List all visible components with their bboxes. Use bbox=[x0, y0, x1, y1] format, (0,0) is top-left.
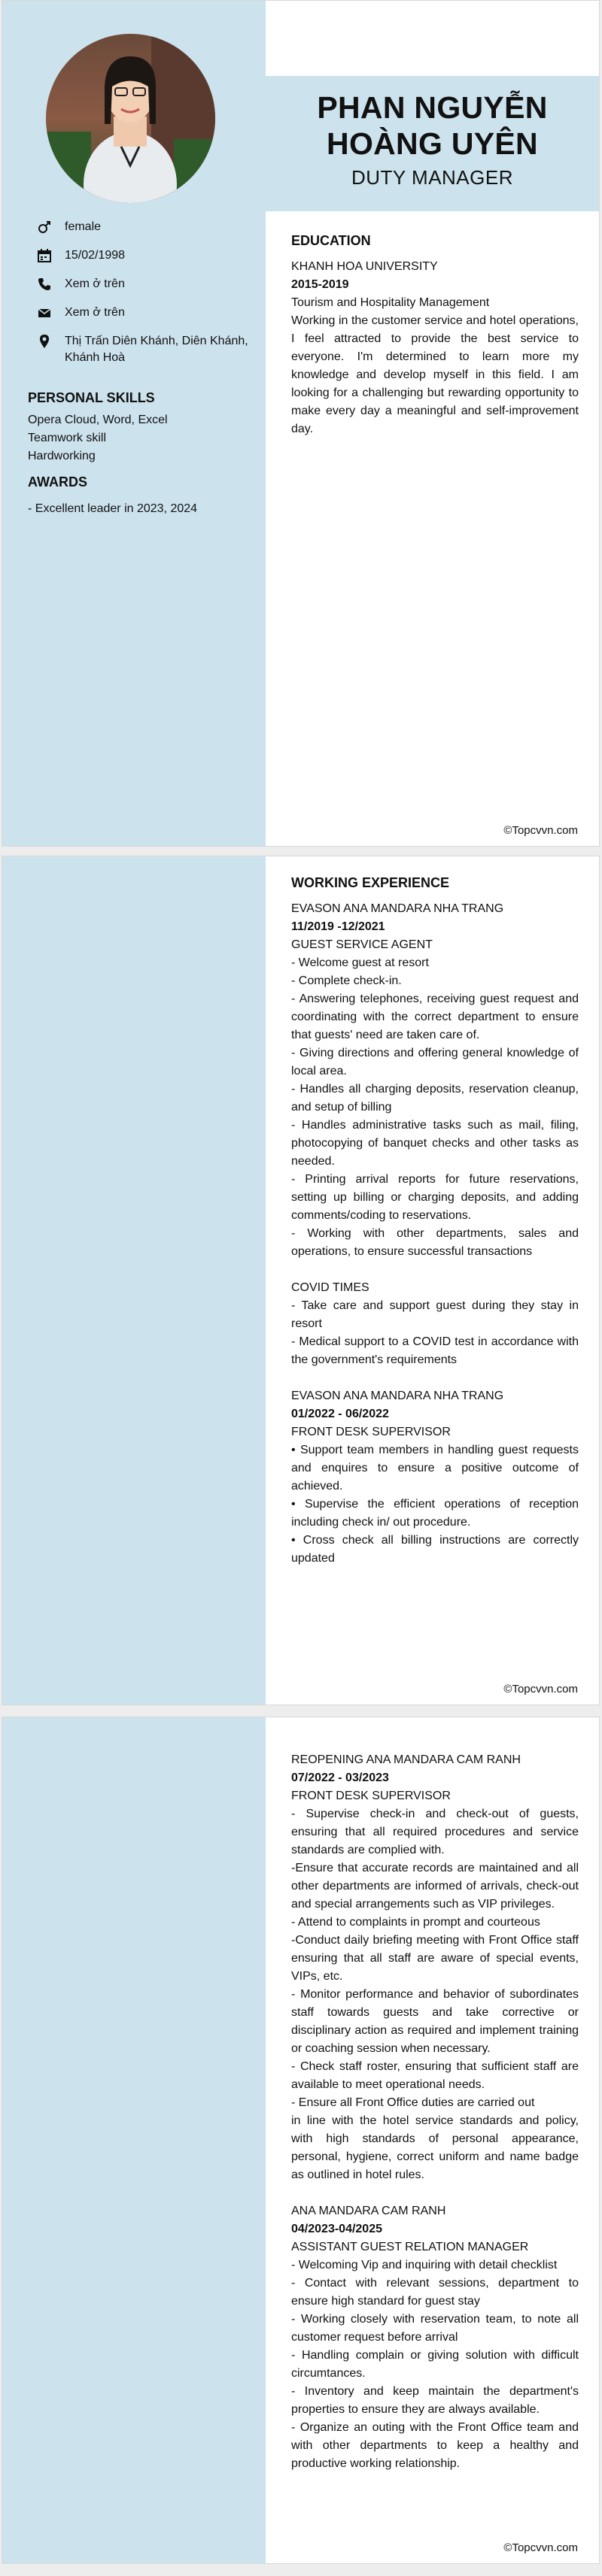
email-text: Xem ở trên bbox=[65, 306, 125, 319]
awards-section bbox=[28, 473, 254, 518]
education-major: Tourism and Hospitality Management bbox=[291, 296, 490, 309]
cv-page-2 bbox=[2, 856, 600, 1705]
experience-section bbox=[291, 874, 579, 1568]
job-duty: - Giving directions and offering general knowledge of local area. bbox=[291, 1047, 579, 1077]
awards-heading: AWARDS bbox=[28, 474, 88, 489]
candidate-name: PHAN NGUYỄN HOÀNG UYÊN bbox=[317, 90, 548, 161]
job-duty: - Attend to complaints in prompt and courteous bbox=[291, 1916, 540, 1929]
covid-title: COVID TIMES bbox=[291, 1281, 369, 1294]
job-duty: - Ensure all Front Office duties are carried out bbox=[291, 2096, 535, 2109]
footer-credit: ©Topcvvn.com bbox=[503, 824, 578, 837]
job-duty: - Monitor performance and behavior of subordinates staff towards guests and take corrective or disciplinary action as required and implement training or coaching session when necessary. bbox=[291, 1988, 579, 2055]
phone-icon bbox=[37, 277, 52, 292]
avatar bbox=[46, 34, 215, 203]
job-company: EVASON ANA MANDARA NHA TRANG bbox=[291, 902, 504, 915]
job-company: REOPENING ANA MANDARA CAM RANH bbox=[291, 1753, 521, 1766]
job-duty: - Handles all charging deposits, reservation cleanup, and setup of billing bbox=[291, 1083, 579, 1114]
skill-item: Opera Cloud, Word, Excel bbox=[28, 414, 168, 426]
footer-credit: ©Topcvvn.com bbox=[503, 2541, 578, 2554]
experience-section-continued bbox=[291, 1751, 579, 2473]
contact-birthday bbox=[37, 247, 255, 264]
job-period: 01/2022 - 06/2022 bbox=[291, 1408, 389, 1420]
contact-address bbox=[37, 333, 255, 366]
job-duty: - Working closely with reservation team, to note all customer request before arrival bbox=[291, 2313, 579, 2344]
job-duty: -Conduct daily briefing meeting with Front Office staff ensuring that all staff are aware of special events, VIPs, etc. bbox=[291, 1934, 579, 1983]
job-duty: • Supervise the efficient operations of reception including check in/ out procedure. bbox=[291, 1498, 579, 1529]
job-title: GUEST SERVICE AGENT bbox=[291, 938, 433, 951]
job-duty: - Inventory and keep maintain the department's properties to ensure they are always available. bbox=[291, 2385, 579, 2416]
cv-page-3 bbox=[2, 1717, 600, 2564]
job-period: 11/2019 -12/2021 bbox=[291, 920, 385, 933]
location-pin-icon bbox=[37, 334, 52, 349]
job-company: EVASON ANA MANDARA NHA TRANG bbox=[291, 1390, 504, 1402]
address-text: Thị Trấn Diên Khánh, Diên Khánh, Khánh Hoà bbox=[65, 335, 248, 364]
award-item: - Excellent leader in 2023, 2024 bbox=[28, 502, 198, 515]
job-duty: - Organize an outing with the Front Office team and with other departments to keep a healthy and productive working relationship. bbox=[291, 2421, 579, 2470]
job-duty: - Working with other departments, sales and operations, to ensure successful transactions bbox=[291, 1227, 579, 1258]
job-duty: - Welcoming Vip and inquiring with detail checklist bbox=[291, 2259, 558, 2271]
footer-credit: ©Topcvvn.com bbox=[503, 1683, 578, 1696]
job-duty: - Contact with relevant sessions, department to ensure high standard for guest stay bbox=[291, 2277, 579, 2308]
job-duty: - Handling complain or giving solution with difficult circumtances. bbox=[291, 2349, 579, 2380]
contact-phone bbox=[37, 276, 255, 292]
job-duty: - Complete check-in. bbox=[291, 974, 402, 987]
cv-page-1 bbox=[2, 0, 600, 847]
education-heading: EDUCATION bbox=[291, 233, 371, 248]
gender-icon bbox=[37, 220, 52, 235]
job-duty: - Check staff roster, ensuring that sufficient staff are available to meet operational needs. bbox=[291, 2060, 579, 2091]
job-duty: in line with the hotel service standards and policy, with high standards of personal appearance, personal, hygiene, correct uniform and name badge as outlined in hotel rules. bbox=[291, 2114, 579, 2181]
job-duty: • Support team members in handling guest requests and enquires to ensure a positive outcome of achieved. bbox=[291, 1444, 579, 1493]
birthday-text: 15/02/1998 bbox=[65, 249, 126, 262]
gender-text: female bbox=[65, 220, 102, 233]
sidebar bbox=[2, 856, 266, 1705]
mail-icon bbox=[37, 305, 52, 320]
job-duty: - Printing arrival reports for future reservations, setting up billing or charging deposits, and adding comments/coding to reservations. bbox=[291, 1173, 579, 1222]
skill-item: Hardworking bbox=[28, 450, 96, 462]
job-duty: - Medical support to a COVID test in accordance with the government's requirements bbox=[291, 1335, 579, 1366]
education-summary: Working in the customer service and hotel operations, I feel attracted to provide the best service to everyone. I'm determined to learn more my knowledge and develop myself in this field. I am looking for a challenging but rewarding opportunity to make every day a meaningful and self-improvement day. bbox=[291, 314, 579, 435]
job-duty: • Cross check all billing instructions are correctly updated bbox=[291, 1534, 579, 1565]
job-duty: - Answering telephones, receiving guest request and coordinating with the correct department to ensure that guests' need are taken care of. bbox=[291, 993, 579, 1041]
phone-text: Xem ở trên bbox=[65, 277, 125, 290]
job-title: ASSISTANT GUEST RELATION MANAGER bbox=[291, 2241, 529, 2253]
experience-heading: WORKING EXPERIENCE bbox=[291, 875, 450, 890]
skill-item: Teamwork skill bbox=[28, 432, 107, 444]
job-title: FRONT DESK SUPERVISOR bbox=[291, 1790, 451, 1802]
sidebar bbox=[2, 1717, 266, 2563]
job-duty: - Take care and support guest during they stay in resort bbox=[291, 1299, 579, 1330]
education-section bbox=[291, 232, 579, 438]
candidate-role: DUTY MANAGER bbox=[351, 166, 513, 189]
job-duty: -Ensure that accurate records are maintained and all other departments are informed of arrivals, check-out and special arrangements such as VIP privileges. bbox=[291, 1862, 579, 1911]
contact-gender bbox=[37, 219, 255, 235]
personal-skills-section bbox=[28, 389, 254, 465]
job-title: FRONT DESK SUPERVISOR bbox=[291, 1426, 451, 1438]
job-duty: - Handles administrative tasks such as mail, filing, photocopying of banquet checks and other tasks as needed. bbox=[291, 1119, 579, 1168]
contact-email bbox=[37, 305, 255, 321]
job-company: ANA MANDARA CAM RANH bbox=[291, 2205, 446, 2217]
education-school: KHANH HOA UNIVERSITY bbox=[291, 260, 438, 273]
job-period: 07/2022 - 03/2023 bbox=[291, 1771, 389, 1784]
skills-heading: PERSONAL SKILLS bbox=[28, 390, 155, 405]
education-period: 2015-2019 bbox=[291, 278, 349, 291]
calendar-icon bbox=[37, 248, 52, 263]
job-duty: - Supervise check-in and check-out of guests, ensuring that all required procedures and service standards are complied with. bbox=[291, 1808, 579, 1856]
job-period: 04/2023-04/2025 bbox=[291, 2223, 382, 2235]
job-duty: - Welcome guest at resort bbox=[291, 956, 429, 969]
contact-list bbox=[37, 219, 255, 378]
